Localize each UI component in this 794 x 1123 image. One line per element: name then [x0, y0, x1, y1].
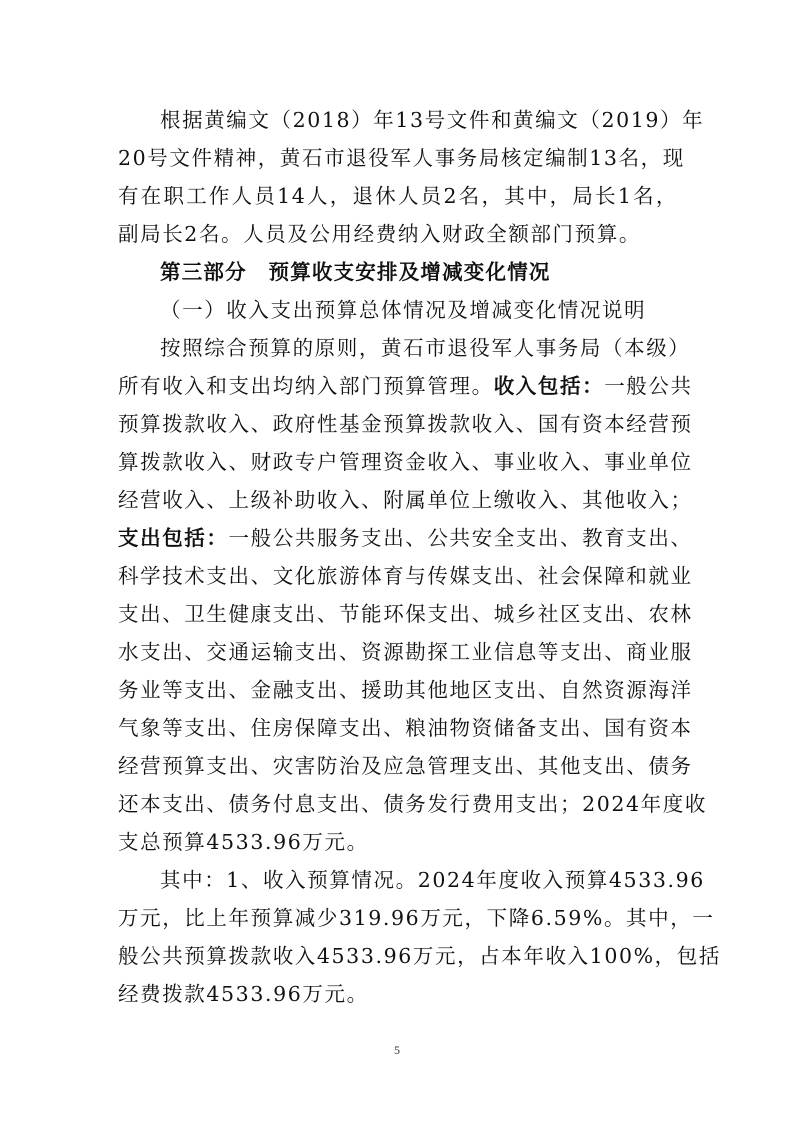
paragraph-line: 经营预算支出、灾害防治及应急管理支出、其他支出、债务 — [118, 754, 693, 778]
paragraph-line: 预算拨款收入、政府性基金预算拨款收入、国有资本经营预 — [118, 412, 693, 436]
paragraph-line-income — [118, 372, 693, 400]
income-text: 一般公共 — [604, 374, 693, 398]
paragraph-line: 般公共预算拨款收入4533.96万元，占本年收入100%，包括 — [118, 944, 721, 968]
paragraph-line: 有在职工作人员14人，退休人员2名，其中，局长1名， — [118, 184, 678, 208]
paragraph-line: 万元，比上年预算减少319.96万元，下降6.59%。其中，一 — [118, 906, 715, 930]
paragraph-line: 经费拨款4533.96万元。 — [118, 982, 369, 1006]
paragraph-line: 气象等支出、住房保障支出、粮油物资储备支出、国有资本 — [118, 716, 693, 740]
section-heading: 第三部分 预算收支安排及增减变化情况 — [160, 260, 551, 284]
paragraph-line: 按照综合预算的原则，黄石市退役军人事务局（本级） — [160, 336, 691, 360]
paragraph-line: 其中：1、收入预算情况。2024年度收入预算4533.96 — [160, 868, 705, 892]
paragraph-line: 支出、卫生健康支出、节能环保支出、城乡社区支出、农林 — [118, 602, 693, 626]
sub-heading: （一）收入支出预算总体情况及增减变化情况说明 — [160, 298, 647, 322]
income-label: 收入包括： — [493, 374, 605, 398]
paragraph-line: 务业等支出、金融支出、援助其他地区支出、自然资源海洋 — [118, 678, 693, 702]
paragraph-line: 副局长2名。人员及公用经费纳入财政全额部门预算。 — [118, 222, 641, 246]
paragraph-line: 还本支出、债务付息支出、债务发行费用支出；2024年度收 — [118, 792, 707, 816]
income-intro-text: 所有收入和支出均纳入部门预算管理。 — [118, 374, 494, 398]
page-number: 5 — [394, 1043, 400, 1057]
paragraph-line: 科学技术支出、文化旅游体育与传媒支出、社会保障和就业 — [118, 564, 693, 588]
paragraph-line: 经营收入、上级补助收入、附属单位上缴收入、其他收入； — [118, 488, 693, 512]
paragraph-line: 算拨款收入、财政专户管理资金收入、事业收入、事业单位 — [118, 450, 693, 474]
expense-label: 支出包括： — [118, 526, 229, 550]
paragraph-line: 支总预算4533.96万元。 — [118, 830, 369, 854]
paragraph-line: 根据黄编文（2018）年13号文件和黄编文（2019）年 — [160, 108, 705, 132]
paragraph-line: 20号文件精神，黄石市退役军人事务局核定编制13名，现 — [118, 146, 685, 170]
paragraph-line-expense — [118, 524, 693, 552]
expense-text: 一般公共服务支出、公共安全支出、教育支出、 — [228, 526, 693, 550]
paragraph-line: 水支出、交通运输支出、资源勘探工业信息等支出、商业服 — [118, 640, 693, 664]
